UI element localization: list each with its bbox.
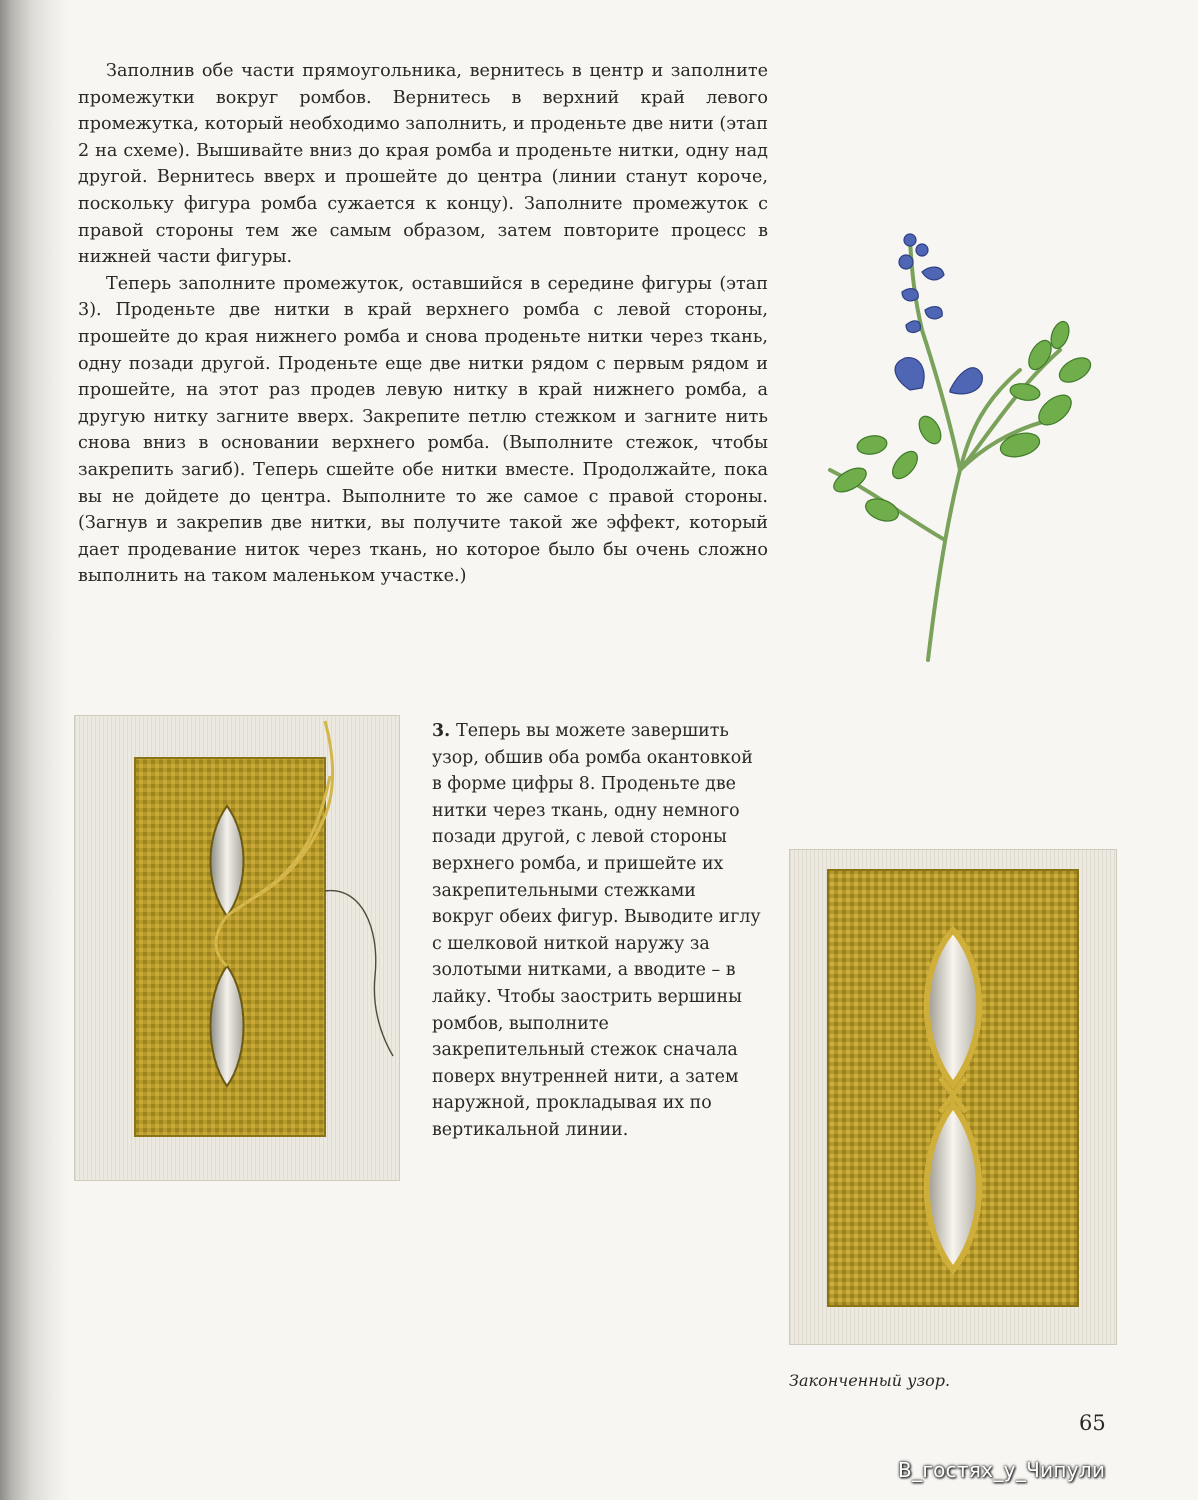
page-gutter-shadow: [0, 0, 70, 1500]
flower-illustration: [810, 220, 1110, 670]
body-paragraph-2: Теперь заполните промежуток, оставшийся в середине фигуры (этап 3). Проденьте две нитки в край верхнего ромба с левой стороны, прошейте до края нижнего ромба и снова проденьте нитки через ткань, одну позади другой. Проденьте еще две нитки рядом с первым рядом и прошейте, на этот раз продев левую нитку в край нижнего ромба, а другую нитку загните вверх. Закрепите петлю стежком и загните нить снова вниз в основании верхнего ромба. (Выполните стежок, чтобы закрепить загиб). Теперь сшейте обе нитки вместе. Продолжайте, пока вы не дойдете до центра. Выполните то же самое с правой стороны. (Загнув и закрепив две нитки, вы получите такой же эффект, который дает продевание ниток через ткань, но которое было бы очень сложно выполнить на таком маленьком участке.): [78, 273, 768, 587]
photo-caption: Законченный узор.: [789, 1371, 951, 1390]
body-text: [78, 58, 768, 590]
finished-pattern-photo: [789, 849, 1117, 1345]
step-text: Теперь вы можете завершить узор, обшив оба ромба окантовкой в форме цифры 8. Проденьте две нитки через ткань, одну немного позади другой, с левой стороны верхнего ромба, и пришейте их закрепительными стежками вокруг обеих фигур. Выводите иглу с шелковой ниткой наружу за золотыми нитками, а вводите – в лайку. Чтобы заострить вершины ромбов, выполните закрепительный стежок сначала поверх внутренней нити, а затем наружной, прокладывая их по вертикальной линии.: [432, 721, 761, 1140]
in-progress-embroidery-photo: [74, 715, 400, 1181]
step-number: 3.: [432, 721, 451, 741]
step-3-instructions: [432, 718, 762, 1144]
body-paragraph-1: Заполнив обе части прямоугольника, вернитесь в центр и заполните промежутки вокруг ромбов. Вернитесь в верхний край левого промежутка, который необходимо заполнить, и проденьте две нити (этап 2 на схеме). Вышивайте вниз до края ромба и проденьте нитки, одну над другой. Вернитесь вверх и прошейте до центра (линии станут короче, поскольку фигура ромба сужается к концу). Заполните промежуток с правой стороны тем же самым образом, затем повторите процесс в нижней части фигуры.: [78, 61, 769, 268]
watermark: В_гостях_у_Чипули: [898, 1458, 1106, 1482]
page-number: 65: [1079, 1411, 1106, 1435]
